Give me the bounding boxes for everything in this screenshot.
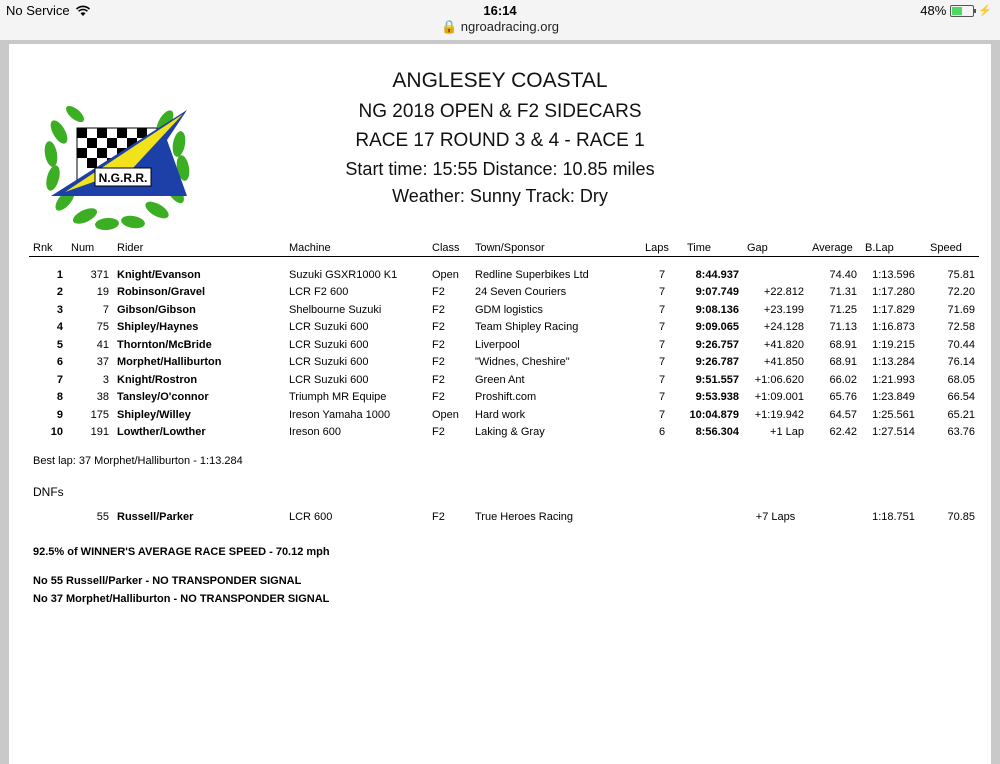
- cell-blap: 1:16.873: [872, 321, 915, 334]
- cell-time: 8:44.937: [695, 268, 739, 281]
- table-row: [29, 389, 979, 407]
- col-laps: Laps: [645, 242, 669, 254]
- cell-laps: 7: [658, 268, 666, 281]
- cell-time: 9:53.938: [695, 391, 739, 404]
- cell-rider: Knight/Evanson: [117, 268, 201, 281]
- cell-class: F2: [432, 338, 445, 351]
- cell-avg: 68.91: [829, 338, 857, 351]
- cell-rnk: 7: [56, 373, 63, 386]
- cell-num: 371: [90, 268, 109, 281]
- cell-speed: 76.14: [947, 356, 975, 369]
- cell-time: 9:26.757: [695, 338, 739, 351]
- results-body: [29, 266, 979, 441]
- dnf-row: [29, 508, 979, 526]
- dnf-table: [29, 508, 979, 526]
- cell-rider: Shipley/Willey: [117, 408, 191, 421]
- cell-class: F2: [432, 321, 445, 334]
- cell-avg: 74.40: [829, 268, 857, 281]
- best-lap-note: Best lap: 37 Morphet/Halliburton - 1:13.284: [33, 455, 243, 467]
- dnf-heading: DNFs: [33, 485, 64, 499]
- cell-sponsor: Hard work: [475, 408, 526, 421]
- cell-laps: 7: [658, 373, 666, 386]
- col-sponsor: Town/Sponsor: [475, 242, 545, 254]
- table-row: [29, 336, 979, 354]
- cell-sponsor: Proshift.com: [475, 391, 537, 404]
- clock: 16:14: [483, 3, 517, 18]
- dnf-blap: 1:18.751: [872, 510, 915, 523]
- cell-laps: 7: [658, 321, 666, 334]
- weather-track: Weather: Sunny Track: Dry: [392, 186, 608, 206]
- cell-gap: +41.820: [763, 338, 804, 351]
- transponder-note-2: No 37 Morphet/Halliburton - NO TRANSPONDER SIGNAL: [33, 593, 330, 605]
- cell-laps: 7: [658, 356, 666, 369]
- table-row: [29, 371, 979, 389]
- cell-blap: 1:19.215: [872, 338, 915, 351]
- cell-class: F2: [432, 286, 445, 299]
- cell-machine: Ireson Yamaha 1000: [289, 408, 391, 421]
- cell-speed: 72.20: [947, 286, 975, 299]
- cell-num: 191: [90, 426, 109, 439]
- cell-laps: 7: [658, 391, 666, 404]
- cell-num: 41: [96, 338, 109, 351]
- cell-gap: +1:09.001: [754, 391, 804, 404]
- cell-time: 10:04.879: [689, 408, 739, 421]
- cell-time: 9:07.749: [695, 286, 739, 299]
- cell-blap: 1:23.849: [872, 391, 915, 404]
- cell-sponsor: Liverpool: [475, 338, 520, 351]
- cell-blap: 1:17.280: [872, 286, 915, 299]
- cell-sponsor: Green Ant: [475, 373, 525, 386]
- battery-percent: 48%: [920, 3, 947, 18]
- logo-text: N.G.R.R.: [98, 171, 148, 185]
- cell-gap: +1:06.620: [754, 373, 804, 386]
- cell-sponsor: GDM logistics: [475, 303, 543, 316]
- cell-rnk: 4: [56, 321, 63, 334]
- cell-machine: LCR Suzuki 600: [289, 338, 369, 351]
- cell-laps: 6: [658, 426, 666, 439]
- cell-avg: 71.31: [829, 286, 857, 299]
- header-divider: [29, 256, 979, 257]
- dnf-sponsor: True Heroes Racing: [475, 510, 574, 523]
- cell-avg: 66.02: [829, 373, 857, 386]
- cell-rider: Tansley/O'connor: [117, 391, 209, 404]
- cell-speed: 75.81: [947, 268, 975, 281]
- cell-machine: LCR F2 600: [289, 286, 349, 299]
- transponder-note-1: No 55 Russell/Parker - NO TRANSPONDER SIGNAL: [33, 575, 302, 587]
- cell-gap: +23.199: [763, 303, 804, 316]
- table-row: [29, 301, 979, 319]
- cell-rider: Morphet/Halliburton: [117, 356, 222, 369]
- cell-num: 38: [96, 391, 109, 404]
- cell-num: 175: [90, 408, 109, 421]
- event-title: ANGLESEY COASTAL: [392, 69, 608, 92]
- col-rider: Rider: [117, 242, 144, 254]
- lock-icon: 🔒: [440, 19, 458, 34]
- cell-time: 9:08.136: [695, 303, 739, 316]
- cell-rnk: 6: [56, 356, 63, 369]
- col-class: Class: [432, 242, 460, 254]
- cell-class: Open: [432, 408, 459, 421]
- cell-class: F2: [432, 391, 445, 404]
- cell-avg: 62.42: [829, 426, 857, 439]
- col-num: Num: [71, 242, 95, 254]
- cell-num: 3: [102, 373, 109, 386]
- cell-num: 7: [102, 303, 109, 316]
- cell-rnk: 9: [56, 408, 63, 421]
- cell-avg: 71.13: [829, 321, 857, 334]
- cell-time: 9:26.787: [695, 356, 739, 369]
- cell-sponsor: "Widnes, Cheshire": [475, 356, 570, 369]
- cell-speed: 72.58: [947, 321, 975, 334]
- address-bar[interactable]: [0, 19, 1000, 35]
- col-rnk: Rnk: [33, 242, 53, 254]
- col-machine: Machine: [289, 242, 331, 254]
- cell-rider: Knight/Rostron: [117, 373, 198, 386]
- cell-rider: Shipley/Haynes: [117, 321, 199, 334]
- cell-gap: +22.812: [763, 286, 804, 299]
- cell-sponsor: Team Shipley Racing: [475, 321, 579, 334]
- cell-avg: 65.76: [829, 391, 857, 404]
- cell-rnk: 1: [56, 268, 63, 281]
- table-header-row: [29, 240, 979, 256]
- cell-speed: 63.76: [947, 426, 975, 439]
- dnf-machine: LCR 600: [289, 510, 333, 523]
- cell-avg: 64.57: [829, 408, 857, 421]
- cell-class: Open: [432, 268, 459, 281]
- cell-rider: Thornton/McBride: [117, 338, 212, 351]
- event-class: NG 2018 OPEN & F2 SIDECARS: [358, 101, 642, 122]
- table-row: [29, 406, 979, 424]
- cell-sponsor: Laking & Gray: [475, 426, 545, 439]
- cell-laps: 7: [658, 338, 666, 351]
- race-start-distance: Start time: 15:55 Distance: 10.85 miles: [345, 159, 655, 179]
- table-row: [29, 284, 979, 302]
- dnf-gap: +7 Laps: [755, 510, 796, 523]
- cell-laps: 7: [658, 303, 666, 316]
- col-blap: B.Lap: [865, 242, 894, 254]
- cell-class: F2: [432, 373, 445, 386]
- cell-blap: 1:13.284: [872, 356, 915, 369]
- cell-speed: 65.21: [947, 408, 975, 421]
- cell-class: F2: [432, 426, 445, 439]
- cell-machine: LCR Suzuki 600: [289, 321, 369, 334]
- cell-class: F2: [432, 303, 445, 316]
- cell-gap: +1:19.942: [754, 408, 804, 421]
- col-time: Time: [687, 242, 712, 254]
- cell-avg: 71.25: [829, 303, 857, 316]
- cell-machine: Shelbourne Suzuki: [289, 303, 382, 316]
- cell-speed: 70.44: [947, 338, 975, 351]
- cell-blap: 1:25.561: [872, 408, 915, 421]
- cell-num: 75: [96, 321, 109, 334]
- cell-blap: 1:13.596: [872, 268, 915, 281]
- carrier-label: No Service: [6, 3, 70, 18]
- cell-machine: Suzuki GSXR1000 K1: [289, 268, 398, 281]
- cell-num: 37: [96, 356, 109, 369]
- table-row: [29, 354, 979, 372]
- col-average: Average: [812, 242, 853, 254]
- cell-sponsor: Redline Superbikes Ltd: [475, 268, 589, 281]
- table-row: [29, 424, 979, 442]
- cell-rider: Gibson/Gibson: [117, 303, 196, 316]
- cell-blap: 1:21.993: [872, 373, 915, 386]
- cell-time: 9:51.557: [695, 373, 739, 386]
- cell-rider: Lowther/Lowther: [117, 426, 206, 439]
- cell-laps: 7: [658, 286, 666, 299]
- battery-icon: [950, 5, 974, 17]
- cell-gap: +41.850: [763, 356, 804, 369]
- cell-gap: +1 Lap: [770, 426, 804, 439]
- speed-note: 92.5% of WINNER'S AVERAGE RACE SPEED - 70.12 mph: [33, 546, 330, 558]
- cell-rnk: 3: [56, 303, 63, 316]
- status-bar: [0, 0, 1000, 40]
- cell-gap: +24.128: [763, 321, 804, 334]
- cell-rnk: 8: [56, 391, 63, 404]
- dnf-num: 55: [96, 510, 109, 523]
- dnf-rider: Russell/Parker: [117, 510, 194, 523]
- cell-speed: 66.54: [947, 391, 975, 404]
- url-text: ngroadracing.org: [460, 19, 560, 34]
- cell-speed: 71.69: [947, 303, 975, 316]
- col-speed: Speed: [930, 242, 962, 254]
- cell-blap: 1:17.829: [872, 303, 915, 316]
- results-table: [29, 240, 979, 441]
- table-row: [29, 266, 979, 284]
- cell-sponsor: 24 Seven Couriers: [475, 286, 567, 299]
- status-right: [920, 3, 992, 18]
- cell-machine: LCR Suzuki 600: [289, 373, 369, 386]
- cell-machine: Triumph MR Equipe: [289, 391, 387, 404]
- race-number: RACE 17 ROUND 3 & 4 - RACE 1: [355, 130, 645, 151]
- charging-icon: ⚡: [978, 5, 992, 17]
- cell-laps: 7: [658, 408, 666, 421]
- cell-gap: [743, 266, 808, 284]
- col-gap: Gap: [747, 242, 768, 254]
- cell-rider: Robinson/Gravel: [117, 286, 206, 299]
- dnf-speed: 70.85: [947, 510, 975, 523]
- cell-blap: 1:27.514: [872, 426, 915, 439]
- cell-time: 9:09.065: [695, 321, 739, 334]
- cell-speed: 68.05: [947, 373, 975, 386]
- cell-rnk: 10: [50, 426, 63, 439]
- dnf-class: F2: [432, 510, 445, 523]
- results-page: [9, 44, 991, 764]
- cell-machine: LCR Suzuki 600: [289, 356, 369, 369]
- battery-fill: [952, 7, 962, 15]
- cell-class: F2: [432, 356, 445, 369]
- table-row: [29, 319, 979, 337]
- cell-machine: Ireson 600: [289, 426, 341, 439]
- cell-avg: 68.91: [829, 356, 857, 369]
- cell-time: 8:56.304: [695, 426, 739, 439]
- cell-rnk: 5: [56, 338, 63, 351]
- cell-num: 19: [96, 286, 109, 299]
- cell-rnk: 2: [56, 286, 63, 299]
